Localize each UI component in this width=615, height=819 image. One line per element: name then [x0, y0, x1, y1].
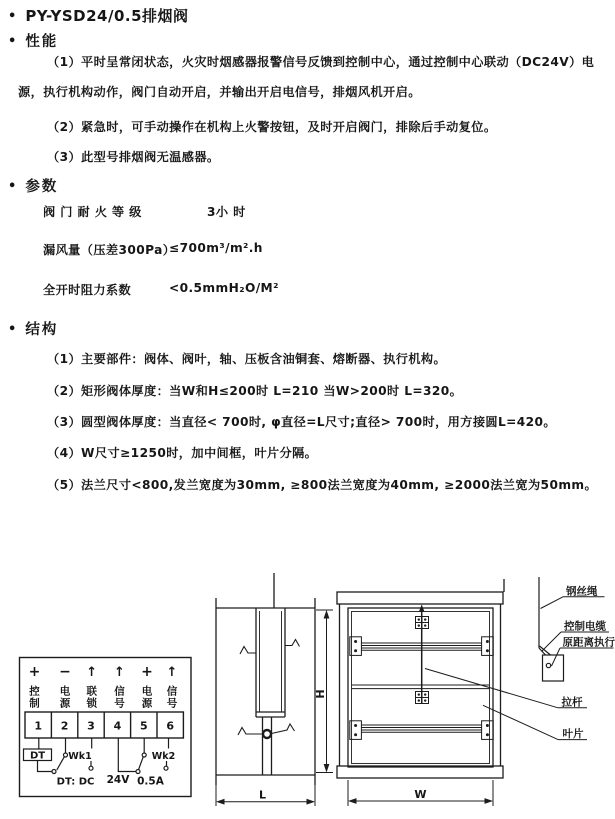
callout-blade: 叶片	[562, 728, 584, 740]
section-heading-label: 参数	[25, 179, 59, 195]
section-heading-parameters	[8, 175, 58, 196]
switch-blade-right	[139, 757, 144, 770]
note-24v: 24V	[106, 774, 130, 786]
actuator-hole	[546, 663, 550, 667]
callout-wire-rope: 钢丝绳	[566, 585, 598, 598]
bullet-icon: •	[8, 179, 17, 194]
structure-item-3: （3）圆型阀体厚度：当直径< 700时, φ直径=L尺寸;直径> 700时，用方接圆L=420。	[47, 415, 557, 429]
performance-item-1-line-1: （1）平时呈常闭状态，火灾时烟感器报警信号反馈到控制中心，通过控制中心联动（DC24V）电	[47, 55, 595, 69]
terminal-label: 锁	[86, 697, 97, 710]
note-dt-dc: DT: DC	[56, 776, 95, 788]
terminal-label: 号	[166, 697, 178, 710]
structure-item-1: （1）主要部件：阀体、阀叶，轴、压板含油铜套、熔断器、执行机构。	[47, 352, 447, 366]
terminal-outer-box	[20, 658, 192, 797]
section-heading-structure	[8, 318, 58, 339]
terminal-sign: ↑	[166, 665, 178, 680]
page-title	[8, 5, 189, 26]
section-heading-performance	[8, 30, 58, 51]
wk2-label: Wk2	[151, 751, 176, 762]
section-heading-label: 结构	[25, 322, 59, 338]
break-marks	[238, 640, 300, 736]
callout-leaders	[425, 597, 614, 740]
terminal-number: 2	[60, 719, 69, 733]
switch-blade-left	[57, 757, 64, 770]
performance-item-3: （3）此型号排烟阀无温感器。	[47, 150, 220, 164]
actuator-channel	[256, 608, 285, 717]
terminal-label: 信	[114, 685, 125, 698]
terminal-label: 号	[114, 697, 125, 710]
terminal-label: 信	[166, 685, 178, 698]
terminal-number: 1	[34, 719, 43, 733]
structure-item-5: （5）法兰尺寸<800,发兰宽度为30mm, ≥800法兰宽度为40mm, ≥2000法兰宽为50mm。	[47, 478, 598, 492]
terminal-label: 联	[86, 685, 97, 698]
terminal-label: 源	[59, 697, 71, 710]
terminal-number: 4	[113, 719, 122, 733]
terminal-label: 电	[59, 685, 71, 698]
bearing-block	[482, 721, 494, 740]
terminal-sign: +	[141, 664, 153, 680]
section-heading-label: 性能	[25, 34, 59, 50]
blade-bar-lower	[350, 721, 493, 740]
terminal-wiring	[24, 738, 169, 774]
bearing-block	[482, 637, 494, 656]
actuator-box	[543, 655, 564, 681]
performance-item-2: （2）紧急时，可手动操作在机构上火警按钮，及时开启阀门，排除后手动复位。	[47, 120, 497, 134]
terminal-number: 6	[166, 719, 175, 733]
terminal-label: 制	[29, 697, 40, 710]
callout-remote-actuator: 原距离执行	[562, 636, 615, 649]
param-value-fire-rating: 3小 时	[207, 205, 246, 219]
structure-item-4: （4）W尺寸≥1250时，加中间框，叶片分隔。	[47, 446, 318, 460]
rod-clamp	[416, 617, 429, 629]
callout-pull-rod: 拉杆	[561, 696, 583, 709]
axle-circle	[263, 730, 271, 738]
top-flange	[337, 592, 503, 604]
dim-l-label: L	[258, 788, 267, 802]
terminal-sign: ↑	[114, 665, 125, 680]
terminal-sign: −	[59, 664, 71, 680]
bullet-icon: •	[8, 322, 17, 337]
param-value-leakage: ≤700m³/m².h	[169, 241, 263, 255]
inner-frame	[348, 608, 493, 767]
terminal-sign: ↑	[86, 665, 98, 680]
bottom-flange	[337, 766, 503, 778]
bullet-icon: •	[8, 34, 17, 49]
dim-h-label: H	[314, 689, 327, 699]
shaft-rod	[263, 717, 272, 775]
param-label-resistance: 全开时阻力系数	[43, 283, 132, 297]
terminal-label: 电	[141, 685, 153, 698]
param-label-fire-rating: 阀 门 耐 火 等 级	[43, 205, 142, 219]
param-value-resistance: <0.5mmH₂O/M²	[169, 281, 279, 295]
front-view-diagram	[337, 579, 504, 806]
terminal-label: 源	[141, 697, 153, 710]
dt-box-label: DT	[29, 750, 46, 762]
dim-w-label: W	[414, 788, 427, 801]
terminal-label: 控	[29, 685, 40, 698]
performance-item-1-line-2: 源，执行机构动作，阀门自动开启，并输出开启电信号，排烟风机开启。	[18, 85, 421, 99]
terminal-number: 3	[87, 719, 95, 733]
note-05a: 0.5A	[137, 775, 164, 788]
param-label-leakage: 漏风量（压差300Pa）	[43, 243, 176, 257]
wk1-label: Wk1	[68, 751, 92, 762]
bullet-icon: •	[8, 9, 17, 24]
terminal-sign: +	[28, 664, 41, 680]
terminal-number: 5	[139, 719, 148, 733]
technical-diagrams	[0, 570, 615, 819]
rod-clamp	[416, 692, 429, 704]
callout-control-cable: 控制电缆	[564, 620, 606, 633]
structure-item-2: （2）矩形阀体厚度：当W和H≤200时 L=210 当W>200时 L=320。	[47, 384, 463, 398]
product-title: PY-YSD24/0.5排烟阀	[25, 7, 189, 25]
terminal-block-diagram	[20, 658, 192, 797]
